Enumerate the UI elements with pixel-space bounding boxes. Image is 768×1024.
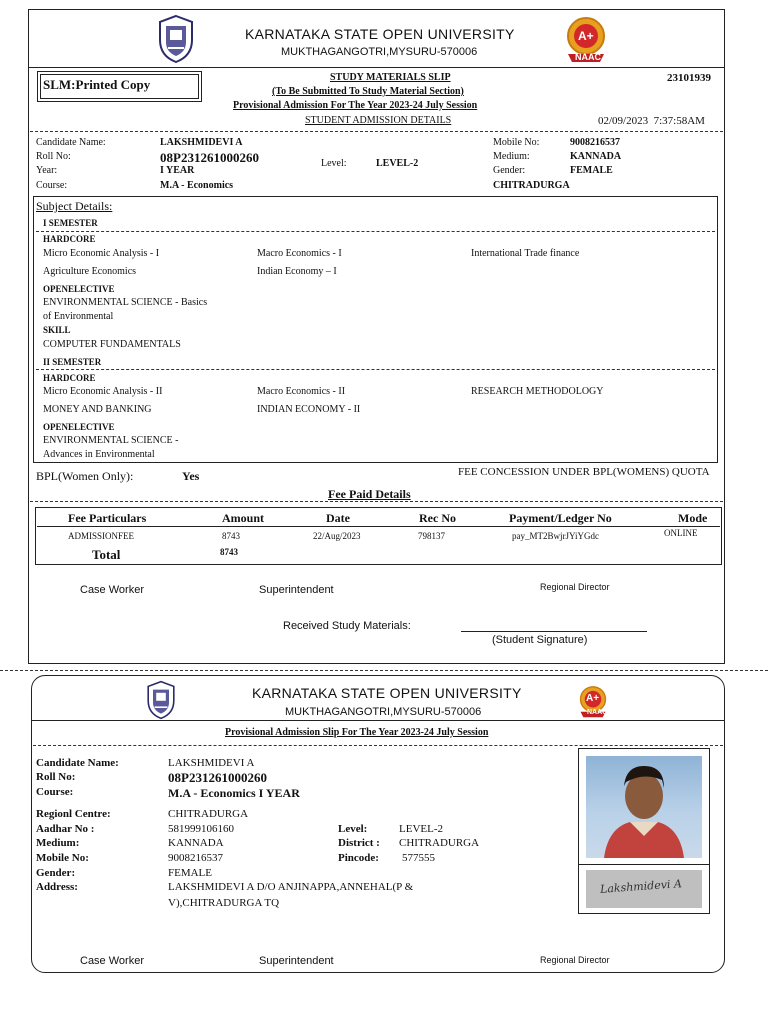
sem1-subject-5: Indian Economy – I bbox=[257, 266, 337, 277]
fee-total-label: Total bbox=[92, 547, 121, 562]
district-label: District : bbox=[338, 837, 380, 849]
medium-value: KANNADA bbox=[570, 151, 622, 162]
slip-title: STUDY MATERIALS SLIP bbox=[330, 72, 451, 83]
candidate-label: Candidate Name: bbox=[36, 137, 106, 148]
details-divider bbox=[33, 745, 723, 746]
naac-grade: A+ bbox=[578, 29, 594, 43]
details-divider bbox=[30, 131, 723, 132]
sem1-skill-label: SKILL bbox=[43, 325, 71, 335]
subject-heading: Subject Details: bbox=[36, 199, 113, 213]
sem2-divider bbox=[36, 369, 715, 370]
admission-line: Provisional Admission For The Year 2023-24 July Session bbox=[233, 100, 478, 111]
superintendent-label: Superintendent bbox=[259, 955, 334, 967]
sem1-subject-2: Macro Economics - I bbox=[257, 248, 342, 259]
sem1-subject-1: Micro Economic Analysis - I bbox=[43, 248, 160, 259]
university-seal-icon bbox=[156, 14, 196, 64]
roll-label: Roll No: bbox=[36, 151, 71, 162]
fee-cell-recno: 798137 bbox=[418, 531, 445, 541]
university-name: KARNATAKA STATE OPEN UNIVERSITY bbox=[245, 26, 515, 42]
date-time: 02/09/2023 7:37:58AM bbox=[598, 115, 705, 127]
level-label: Level: bbox=[338, 823, 368, 835]
roll-value: 08P231261000260 bbox=[160, 150, 259, 165]
subject-details-box bbox=[33, 196, 718, 463]
centre-value: CHITRADURGA bbox=[493, 180, 570, 191]
fee-header-payment: Payment/Ledger No bbox=[509, 511, 612, 525]
sem2-subject-1: Micro Economic Analysis - II bbox=[43, 386, 163, 397]
candidate-photo bbox=[586, 756, 702, 858]
mobile-value: 9008216537 bbox=[168, 852, 223, 864]
level-label: Level: bbox=[321, 158, 347, 169]
district-value: CHITRADURGA bbox=[399, 837, 480, 849]
mobile-value: 9008216537 bbox=[570, 137, 620, 148]
fee-cell-payment: pay_MT2BwjrJYiYGdc bbox=[512, 531, 599, 541]
sem2-subject-4: MONEY AND BANKING bbox=[43, 404, 152, 415]
gender-label: Gender: bbox=[493, 165, 526, 176]
sem2-heading: II SEMESTER bbox=[43, 357, 102, 367]
student-signature-label: (Student Signature) bbox=[492, 634, 588, 646]
sem1-open-line1: ENVIRONMENTAL SCIENCE - Basics bbox=[43, 297, 208, 308]
naac-label: NAAC bbox=[575, 52, 601, 62]
naac-grade: A+ bbox=[586, 693, 600, 704]
centre-value: CHITRADURGA bbox=[168, 808, 249, 820]
university-address: MUKTHAGANGOTRI,MYSURU-570006 bbox=[285, 706, 482, 718]
student-signature-line bbox=[461, 631, 647, 632]
admission-line: Provisional Admission Slip For The Year 2023-24 July Session bbox=[225, 727, 489, 738]
regional-director-label: Regional Director bbox=[540, 955, 610, 965]
received-materials-label: Received Study Materials: bbox=[283, 620, 411, 632]
fee-total-value: 8743 bbox=[220, 547, 238, 557]
roll-value: 08P231261000260 bbox=[168, 770, 267, 785]
header-divider bbox=[28, 67, 725, 68]
gender-label: Gender: bbox=[36, 867, 76, 879]
pincode-value: 577555 bbox=[402, 852, 435, 864]
photo-divider bbox=[579, 864, 709, 865]
fee-paid-heading: Fee Paid Details bbox=[328, 487, 411, 501]
medium-value: KANNADA bbox=[168, 837, 224, 849]
gender-value: FEMALE bbox=[570, 165, 613, 176]
sem2-subject-5: INDIAN ECONOMY - II bbox=[257, 404, 361, 415]
pincode-label: Pincode: bbox=[338, 852, 379, 864]
header-divider bbox=[31, 720, 725, 721]
bpl-value: Yes bbox=[182, 469, 200, 483]
sem1-openelective-label: OPENELECTIVE bbox=[43, 284, 115, 294]
sem2-hardcore-label: HARDCORE bbox=[43, 373, 96, 383]
medium-label: Medium: bbox=[36, 837, 80, 849]
fee-header-amount: Amount bbox=[222, 511, 265, 525]
aadhar-label: Aadhar No : bbox=[36, 823, 95, 835]
fee-header-recno: Rec No bbox=[419, 511, 456, 525]
sem2-subject-2: Macro Economics - II bbox=[257, 386, 346, 397]
course-label: Course: bbox=[36, 786, 74, 798]
sem1-hardcore-label: HARDCORE bbox=[43, 234, 96, 244]
sem1-skill: COMPUTER FUNDAMENTALS bbox=[43, 339, 181, 350]
university-address: MUKTHAGANGOTRI,MYSURU-570006 bbox=[281, 46, 478, 58]
sem1-divider bbox=[36, 231, 715, 232]
medium-label: Medium: bbox=[493, 151, 530, 162]
person-icon bbox=[586, 756, 702, 858]
centre-label: Regionl Centre: bbox=[36, 808, 111, 820]
course-value: M.A - Economics I YEAR bbox=[168, 786, 300, 800]
fee-concession: FEE CONCESSION UNDER BPL(WOMENS) QUOTA bbox=[458, 466, 710, 478]
mobile-label: Mobile No: bbox=[493, 137, 540, 148]
address-line2: V),CHITRADURGA TQ bbox=[168, 897, 280, 909]
sem2-subject-3: RESEARCH METHODOLOGY bbox=[471, 386, 604, 397]
sem1-open-line2: of Environmental bbox=[43, 311, 114, 322]
case-worker-label: Case Worker bbox=[80, 584, 144, 596]
address-label: Address: bbox=[36, 881, 78, 893]
sem2-open-line1: ENVIRONMENTAL SCIENCE - bbox=[43, 435, 179, 446]
superintendent-label: Superintendent bbox=[259, 584, 334, 596]
bpl-label: BPL(Women Only): bbox=[36, 469, 134, 483]
aadhar-value: 581999106160 bbox=[168, 823, 234, 835]
slip-number: 23101939 bbox=[667, 72, 711, 84]
course-value: M.A - Economics bbox=[160, 180, 234, 191]
year-value: I YEAR bbox=[160, 165, 195, 176]
mobile-label: Mobile No: bbox=[36, 852, 89, 864]
sem1-subject-4: Agriculture Economics bbox=[43, 266, 137, 277]
section-title: STUDENT ADMISSION DETAILS bbox=[305, 115, 452, 126]
fee-divider bbox=[30, 501, 723, 502]
candidate-value: LAKSHMIDEVI A bbox=[168, 757, 255, 769]
naac-label: NAAC bbox=[587, 709, 608, 716]
university-seal-icon bbox=[144, 680, 178, 720]
candidate-label: Candidate Name: bbox=[36, 757, 119, 769]
year-label: Year: bbox=[36, 165, 58, 176]
fee-header-particulars: Fee Particulars bbox=[68, 511, 147, 525]
sem1-heading: I SEMESTER bbox=[43, 218, 98, 228]
address-line1: LAKSHMIDEVI A D/O ANJINAPPA,ANNEHAL(P & bbox=[168, 881, 414, 893]
cut-line bbox=[0, 670, 768, 671]
regional-director-label: Regional Director bbox=[540, 582, 610, 592]
course-label: Course: bbox=[36, 180, 68, 191]
fee-cell-amount: 8743 bbox=[222, 531, 240, 541]
submit-note: (To Be Submitted To Study Material Section) bbox=[272, 86, 464, 97]
fee-header-mode: Mode bbox=[678, 511, 708, 525]
fee-cell-mode: ONLINE bbox=[664, 528, 698, 538]
sem2-openelective-label: OPENELECTIVE bbox=[43, 422, 115, 432]
candidate-value: LAKSHMIDEVI A bbox=[160, 137, 243, 148]
sem2-open-line2: Advances in Environmental bbox=[43, 449, 155, 460]
fee-header-date: Date bbox=[326, 511, 350, 525]
sem1-subject-3: International Trade finance bbox=[471, 248, 580, 259]
university-name: KARNATAKA STATE OPEN UNIVERSITY bbox=[252, 685, 522, 701]
fee-header-divider bbox=[37, 526, 720, 527]
roll-label: Roll No: bbox=[36, 771, 76, 783]
level-value: LEVEL-2 bbox=[376, 158, 419, 169]
copy-type: SLM:Printed Copy bbox=[43, 77, 151, 92]
signature-text: Lakshmidevi A bbox=[599, 877, 683, 896]
fee-cell-date: 22/Aug/2023 bbox=[313, 531, 361, 541]
gender-value: FEMALE bbox=[168, 867, 212, 879]
fee-cell-particulars: ADMISSIONFEE bbox=[68, 531, 135, 541]
case-worker-label: Case Worker bbox=[80, 955, 144, 967]
level-value: LEVEL-2 bbox=[399, 823, 443, 835]
